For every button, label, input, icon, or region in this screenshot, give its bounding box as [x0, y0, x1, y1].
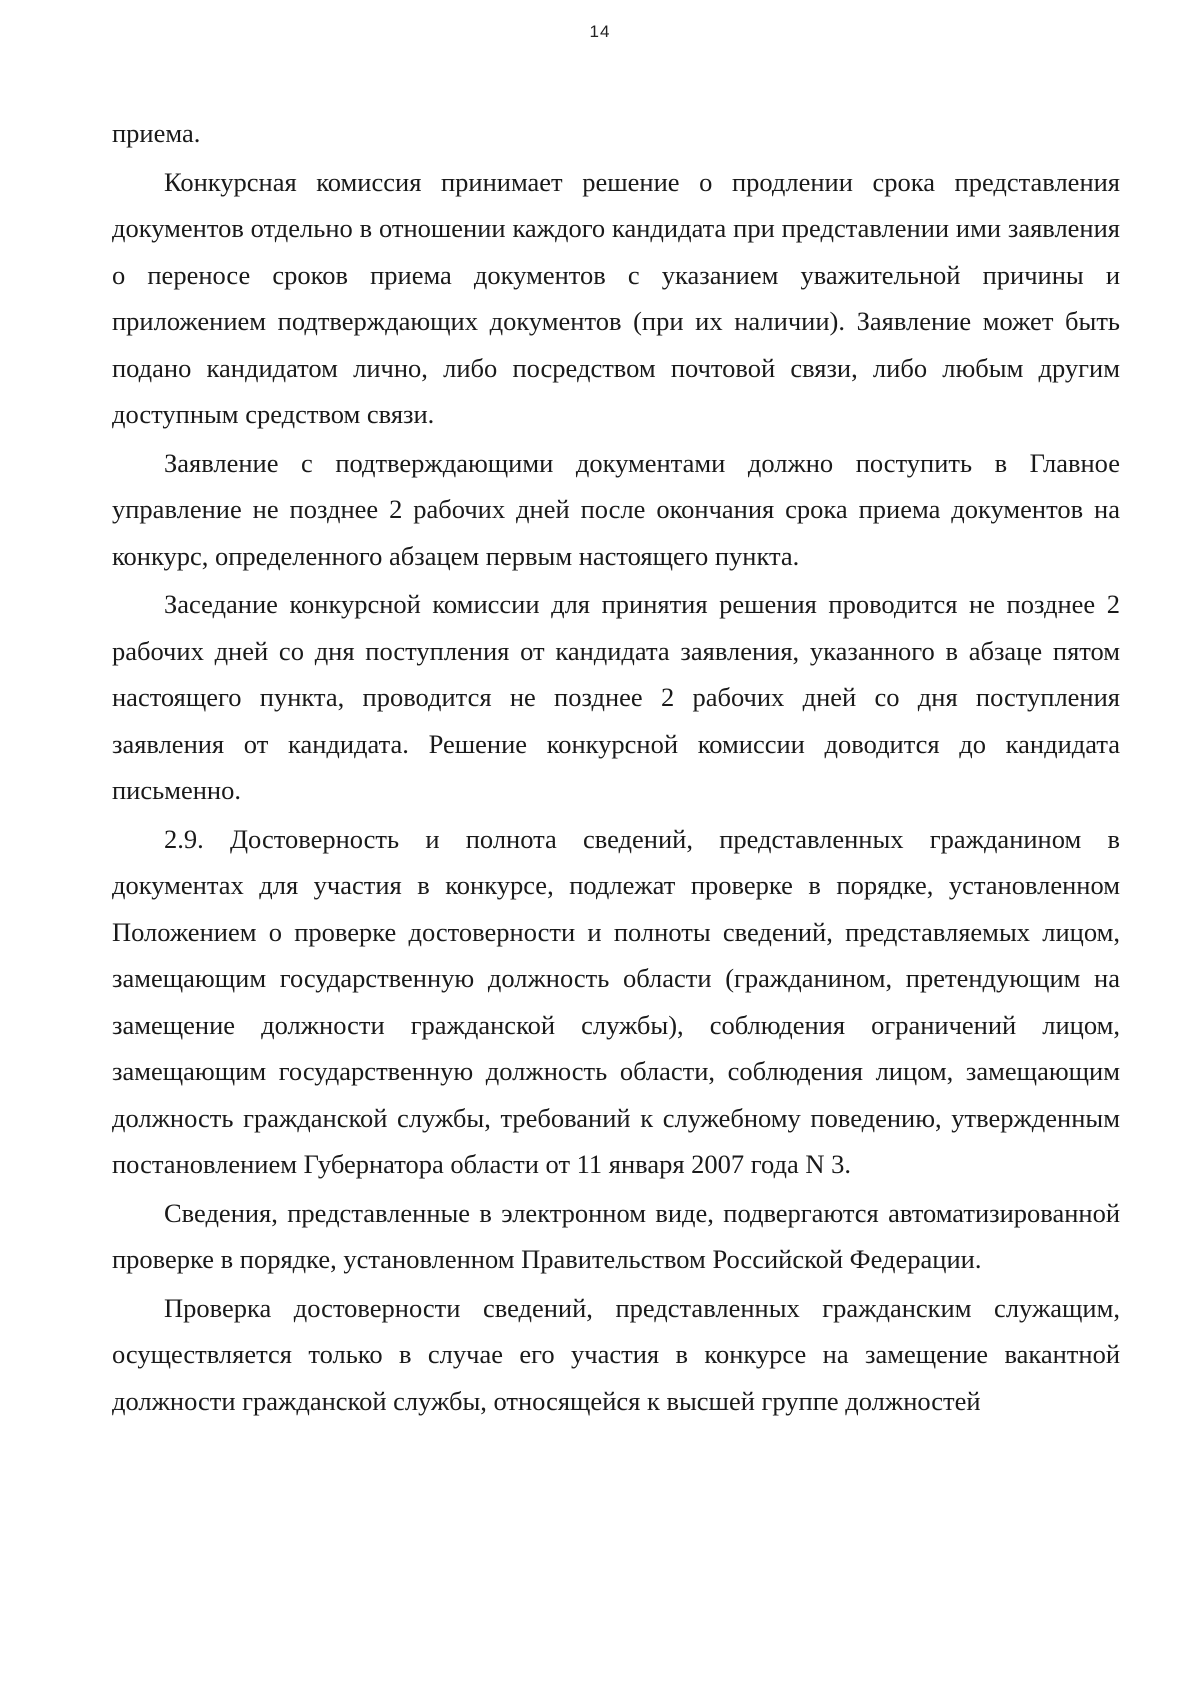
paragraph-verification: Проверка достоверности сведений, представленных гражданским служащим, осуществляется только в случае его участия в конкурсе на замещение вакантной должности гражданской службы, относящейся к высшей группе должностей	[112, 1292, 1120, 1416]
page-number: 14	[589, 22, 611, 41]
paragraph-commission-decision: Конкурсная комиссия принимает решение о продлении срока представления документов отдельно в отношении каждого кандидата при представлении ими заявления о переносе сроков приема документов с указанием уважительной причины и приложением подтверждающих документов (при их наличии). Заявление может быть подано кандидатом лично, либо посредством почтовой связи, либо любым другим доступным средством связи.	[112, 166, 1120, 429]
paragraph-continuation: приема.	[112, 118, 201, 148]
paragraph-supporting-documents: Заявление с подтверждающими документами должно поступить в Главное управление не позднее 2 рабочих дней после окончания срока приема документов на конкурс, определенного абзацем первым настоящего пункта.	[112, 447, 1120, 571]
paragraph-electronic-data: Сведения, представленные в электронном виде, подвергаются автоматизированной проверке в порядке, установленном Правительством Российской Федерации.	[112, 1197, 1120, 1274]
paragraph-commission-meeting: Заседание конкурсной комиссии для принятия решения проводится не позднее 2 рабочих дней со дня поступления от кандидата заявления, указанного в абзаце пятом настоящего пункта, проводится не позднее 2 рабочих дней со дня поступления заявления от кандидата. Решение конкурсной комиссии доводится до кандидата письменно.	[112, 589, 1120, 805]
paragraph-section-2-9: 2.9. Достоверность и полнота сведений, представленных гражданином в документах для участия в конкурсе, подлежат проверке в порядке, установленном Положением о проверке достоверности и полноты сведений, представляемых лицом, замещающим государственную должность области (гражданином, претендующим на замещение должности гражданской службы), соблюдения ограничений лицом, замещающим государственную должность области, соблюдения лицом, замещающим должность гражданской службы, требований к служебному поведению, утвержденным постановлением Губернатора области от 11 января 2007 года N 3.	[112, 823, 1120, 1179]
document-body	[112, 110, 1120, 1424]
